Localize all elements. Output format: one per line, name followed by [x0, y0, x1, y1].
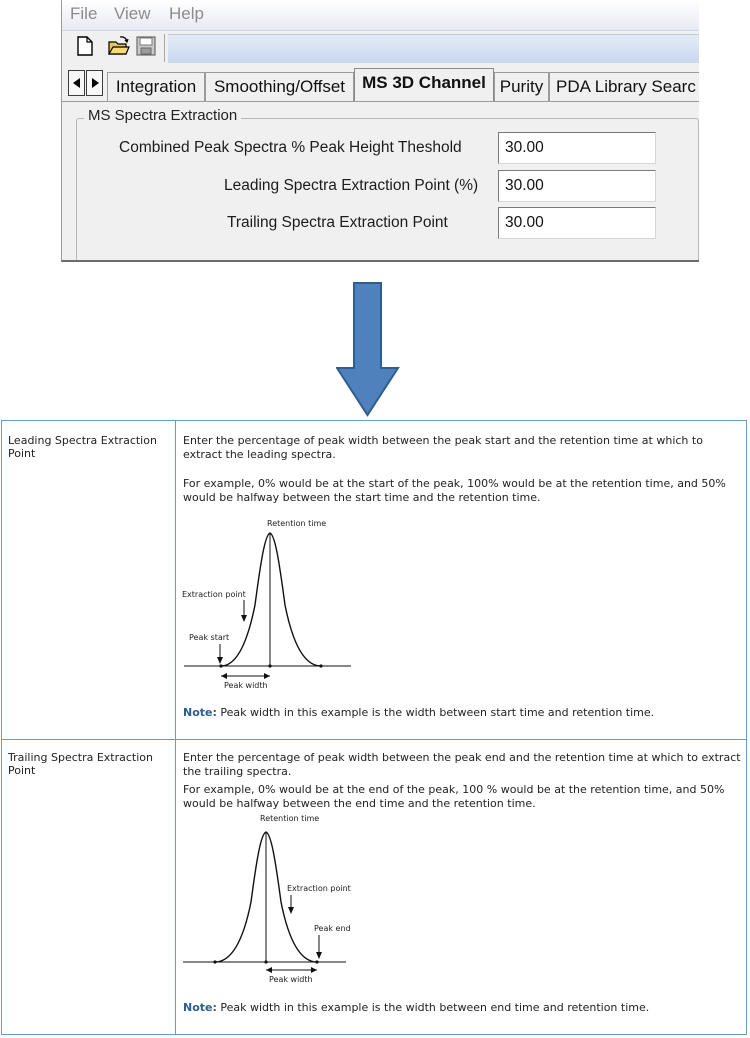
- toolbar-strip: [168, 34, 699, 63]
- example-paragraph: For example, 0% would be at the end of the peak, 100 % would be at the retention time, and 50% would be halfway between the end time and the retention time.: [183, 783, 725, 810]
- tab-purity[interactable]: Purity: [494, 72, 549, 101]
- peak-start-arrow-icon: [217, 657, 223, 664]
- tab-integration[interactable]: Integration: [107, 72, 205, 101]
- term-cell: Trailing Spectra Extraction Point: [2, 740, 176, 1034]
- combined-threshold-input[interactable]: [498, 132, 656, 164]
- menu-view[interactable]: View: [114, 4, 151, 23]
- peak-end-label: Peak end: [314, 924, 351, 933]
- trailing-extraction-input[interactable]: [498, 207, 656, 239]
- note-text: Peak width in this example is the width between start time and retention time.: [216, 706, 655, 719]
- note-label: Note:: [183, 1001, 217, 1014]
- description-cell: [177, 740, 746, 1034]
- tab-panel: [62, 101, 699, 261]
- note-text: Peak width in this example is the width between end time and retention time.: [216, 1001, 650, 1014]
- description-paragraph: Enter the percentage of peak width between the peak end and the retention time at which to extract the trailing spectra.: [183, 751, 741, 778]
- extraction-arrow-icon: [288, 907, 294, 914]
- save-disk-icon[interactable]: [135, 35, 157, 57]
- application-window: [61, 0, 699, 262]
- triangle-left-icon: [73, 78, 81, 88]
- toolbar: [62, 31, 699, 64]
- description-paragraph: Enter the percentage of peak width between the peak start and the retention time at which to extract the leading spectra.: [183, 434, 703, 461]
- extraction-point-label: Extraction point: [287, 884, 351, 893]
- help-table: [1, 420, 747, 1035]
- tab-smoothing-offset[interactable]: Smoothing/Offset: [205, 72, 354, 101]
- trailing-peak-diagram: [181, 812, 361, 992]
- note-paragraph: [183, 1001, 743, 1015]
- new-document-icon[interactable]: [74, 35, 96, 57]
- peak-end-arrow-icon: [316, 952, 322, 959]
- menu-help[interactable]: Help: [169, 4, 204, 23]
- tab-scroll-right-button[interactable]: [86, 70, 103, 96]
- example-paragraph: For example, 0% would be at the start of the peak, 100% would be at the retention time, and 50% would be halfway between the start time and the retention time.: [183, 477, 726, 504]
- description-cell: [177, 421, 746, 739]
- down-arrow-icon: [336, 282, 400, 417]
- extraction-point-label: Extraction point: [182, 590, 246, 599]
- peak-width-label: Peak width: [269, 975, 313, 984]
- extraction-arrow-icon: [241, 615, 247, 622]
- note-label: Note:: [183, 706, 217, 719]
- triangle-right-icon: [91, 78, 99, 88]
- tab-ms-3d-channel[interactable]: MS 3D Channel: [354, 68, 494, 101]
- open-folder-icon[interactable]: [108, 35, 130, 57]
- peak-width-label: Peak width: [224, 681, 268, 690]
- leading-extraction-label: Leading Spectra Extraction Point (%): [224, 177, 479, 194]
- tab-strip: [62, 67, 699, 101]
- peak-start-label: Peak start: [189, 633, 230, 642]
- toolbar-separator: [164, 34, 165, 62]
- table-row: [2, 740, 746, 1034]
- retention-time-label: Retention time: [267, 519, 327, 528]
- note-paragraph: [183, 706, 743, 720]
- group-title: MS Spectra Extraction: [84, 107, 241, 124]
- menu-bar: [62, 0, 699, 31]
- leading-extraction-input[interactable]: [498, 170, 656, 202]
- menu-file[interactable]: File: [70, 4, 98, 23]
- combined-threshold-label: Combined Peak Spectra % Peak Height Theshold: [119, 139, 462, 156]
- trailing-extraction-label: Trailing Spectra Extraction Point: [227, 214, 448, 231]
- tab-scroll-left-button[interactable]: [68, 70, 85, 96]
- term-cell: Leading Spectra Extraction Point: [2, 421, 176, 739]
- retention-time-label: Retention time: [260, 814, 320, 823]
- tab-pda-library-search[interactable]: PDA Library Searc: [549, 72, 699, 101]
- table-row: [2, 421, 746, 740]
- leading-peak-diagram: [181, 515, 361, 695]
- peak-curve: [221, 533, 321, 666]
